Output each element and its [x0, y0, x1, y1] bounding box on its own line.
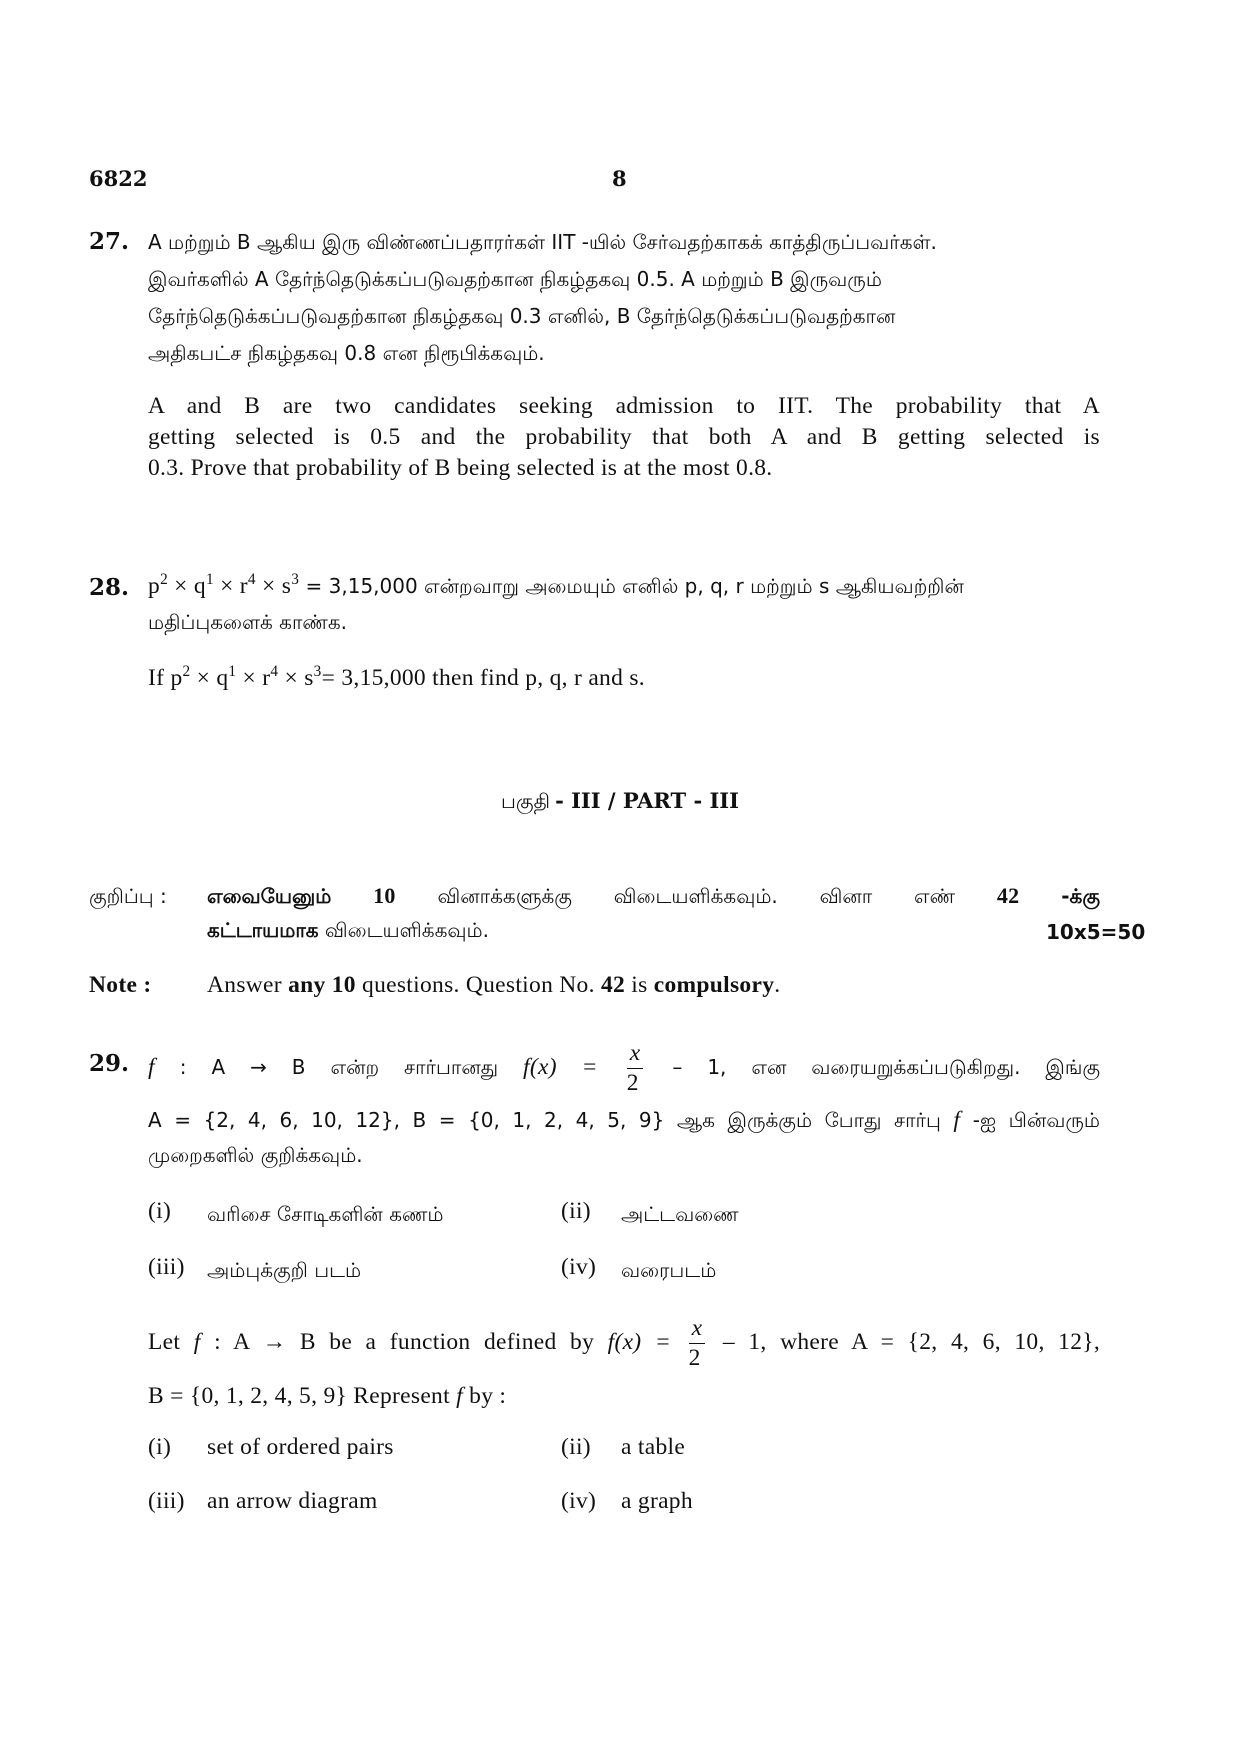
question-29-tamil-line2	[148, 1102, 1100, 1138]
text-fragment: Let	[148, 1329, 181, 1355]
option-label: (iv)	[561, 1488, 597, 1514]
note-tamil-line2	[207, 912, 489, 948]
text-fragment: – 1, where A = {2, 4, 6, 10, 12},	[722, 1329, 1101, 1355]
text-fragment: questions. Question No.	[362, 972, 595, 998]
emphasis: எவையேனும்	[207, 884, 332, 908]
paper-code: 6822	[89, 166, 148, 191]
emphasis: கட்டாயமாக	[207, 918, 319, 942]
text-fragment: .	[774, 972, 781, 998]
option-text: வரிசை சோடிகளின் கணம்	[207, 1202, 444, 1226]
question-28-tamil-line2: மதிப்புகளைக் காண்க.	[148, 610, 348, 634]
function-expression: f(x) =	[523, 1054, 598, 1080]
note-tamil-label: குறிப்பு :	[89, 884, 167, 908]
text-line: A மற்றும் B ஆகிய இரு விண்ணப்பதாரர்கள் IIT -யில் சேர்வதற்காகக் காத்திருப்பவர்கள்.	[148, 230, 937, 254]
option-text: set of ordered pairs	[207, 1434, 394, 1460]
option-label: (i)	[148, 1198, 172, 1224]
denominator: 2	[688, 1344, 701, 1371]
option-text: an arrow diagram	[207, 1488, 378, 1514]
numerator: x	[627, 1042, 644, 1069]
question-29-tamil-line1	[148, 1037, 1100, 1097]
emphasis: 10	[373, 883, 396, 908]
option-text: a table	[621, 1434, 686, 1460]
option-text: வரைபடம்	[621, 1258, 717, 1282]
emphasis: 42	[996, 883, 1020, 908]
note-tamil-line1	[207, 878, 1100, 914]
text-fragment: : A → B be a function defined by	[214, 1329, 595, 1355]
question-29-tamil-line3: முறைகளில் குறிக்கவும்.	[148, 1143, 363, 1167]
heading-tamil: பகுதி	[501, 789, 550, 813]
text-fragment: B = {0, 1, 2, 4, 5, 9} Represent	[148, 1383, 450, 1409]
text-fragment: is	[631, 972, 648, 998]
question-28-number: 28.	[89, 574, 130, 601]
function-symbol: f	[148, 1054, 155, 1080]
function-symbol: f	[456, 1383, 463, 1409]
text-fragment: If	[148, 665, 165, 691]
emphasis: compulsory	[653, 972, 775, 998]
text-line: அதிகபட்ச நிகழ்தகவு 0.8 என நிரூபிக்கவும்.	[148, 341, 545, 365]
option-label: (iii)	[148, 1488, 185, 1514]
text-fragment: = 3,15,000 then find p, q, r and s.	[321, 665, 645, 691]
question-27-english	[148, 391, 1100, 484]
english-options	[148, 1432, 1100, 1522]
text-fragment: விடையளிக்கவும்.	[324, 918, 489, 942]
function-symbol: f	[953, 1107, 961, 1133]
text-fragment: A = {2, 4, 6, 10, 12}, B = {0, 1, 2, 4, 5, 9} ஆக இருக்கும் போது சார்பு	[148, 1108, 941, 1132]
text-fragment: வினாக்களுக்கு விடையளிக்கவும். வினா எண்	[437, 884, 956, 908]
text-line: 0.3. Prove that probability of B being selected is at the most 0.8.	[148, 455, 773, 481]
text-fragment: : A → B என்ற சார்பானது	[179, 1055, 499, 1079]
question-27-number: 27.	[89, 228, 130, 255]
expression: $p^2 \times q^1 \times r^4 \times s^3$	[148, 571, 300, 599]
part-3-heading	[0, 786, 1240, 816]
option-text: a graph	[621, 1488, 693, 1514]
emphasis: any 10	[288, 972, 356, 998]
expression: $p^2 \times q^1 \times r^4 \times s^3$	[170, 663, 322, 691]
numerator: x	[689, 1317, 706, 1344]
question-29-english-line1	[148, 1312, 1100, 1372]
question-29-number: 29.	[89, 1050, 130, 1077]
option-label: (iii)	[148, 1254, 185, 1280]
question-29-english-line2	[148, 1381, 506, 1412]
emphasis: 42	[600, 972, 626, 998]
note-label: Note :	[89, 972, 152, 998]
option-text: அம்புக்குறி படம்	[207, 1258, 362, 1282]
option-label: (ii)	[561, 1198, 591, 1224]
heading-english: - III / PART - III	[555, 788, 739, 813]
note-english	[207, 970, 780, 1001]
marks-allocation: 10x5=50	[1046, 920, 1146, 944]
function-expression: f(x) =	[607, 1329, 672, 1355]
emphasis: -க்கு	[1061, 884, 1100, 908]
text-line: A and B are two candidates seeking admission to IIT. The probability that A	[148, 393, 1100, 419]
function-symbol: f	[193, 1329, 201, 1355]
option-label: (i)	[148, 1434, 172, 1460]
text-line: = 3,15,000 என்றவாறு அமையும் எனில் p, q, r மற்றும் s ஆகியவற்றின்	[305, 574, 964, 598]
option-text: அட்டவணை	[621, 1202, 739, 1226]
text-line: getting selected is 0.5 and the probability that both A and B getting selected is	[148, 424, 1100, 450]
text-fragment: Answer	[207, 972, 282, 998]
question-28-tamil-line1	[148, 568, 1100, 604]
question-28-english	[148, 663, 645, 694]
tamil-options	[148, 1196, 1100, 1286]
fraction	[627, 1042, 644, 1095]
option-label: (iv)	[561, 1254, 597, 1280]
text-line: இவர்களில் A தேர்ந்தெடுக்கப்படுவதற்கான நிகழ்தகவு 0.5. A மற்றும் B இருவரும்	[148, 267, 882, 291]
option-label: (ii)	[561, 1434, 591, 1460]
denominator: 2	[626, 1069, 639, 1096]
text-line: தேர்ந்தெடுக்கப்படுவதற்கான நிகழ்தகவு 0.3 எனில், B தேர்ந்தெடுக்கப்படுவதற்கான	[148, 304, 896, 328]
page-number: 8	[612, 166, 627, 191]
text-fragment: – 1, என வரையறுக்கப்படுகிறது. இங்கு	[672, 1055, 1101, 1079]
fraction	[689, 1317, 706, 1370]
text-fragment: by :	[469, 1383, 507, 1409]
text-fragment: -ஐ பின்வரும்	[972, 1108, 1101, 1132]
